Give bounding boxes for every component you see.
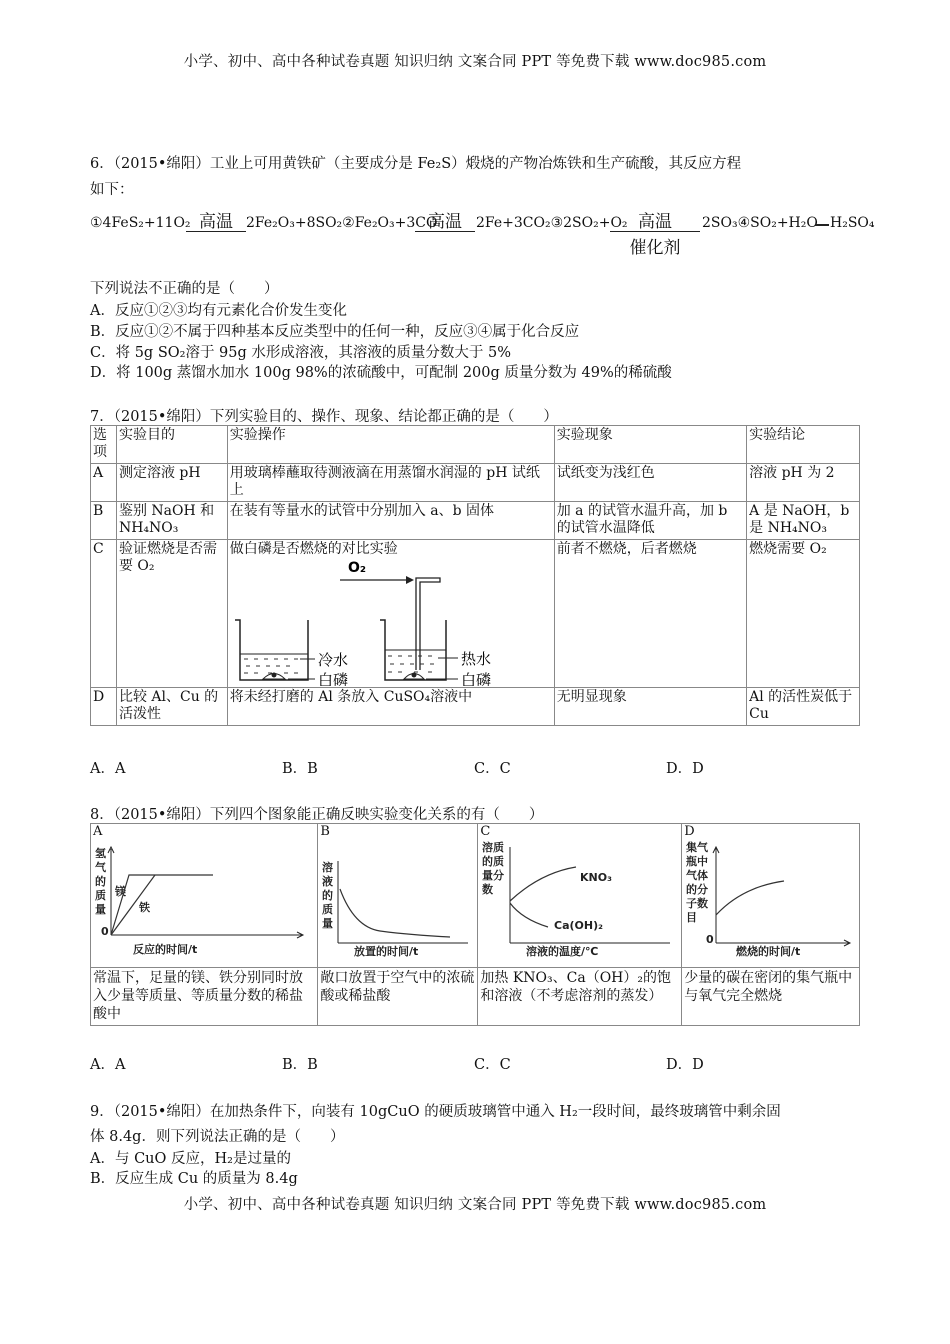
cell: 前者不燃烧，后者燃烧 [554,540,746,688]
y-label-char: 质 [95,889,106,902]
q7-answer-c: C．C [474,761,511,777]
desc-a: 常温下，足量的镁、铁分别同时放入少量等质量、等质量分数的稀盐酸中 [91,968,318,1026]
q7-answers [90,757,870,778]
cell: C [91,540,117,688]
cell-with-figure [227,540,554,688]
q6-stem-line2: 如下： [90,182,134,198]
chart-cell-a [91,824,318,968]
y-label-char: 液 [322,875,334,888]
origin-label: 0 [101,925,109,938]
chart-cell-c [478,824,682,968]
y-label-char: 量 [95,903,106,916]
q6-equations [90,205,875,275]
q7-answer-b: B．B [282,761,318,777]
y-label-line: 的质 [482,855,505,868]
eq-reactant-1: ①4FeS₂+11O₂ [90,215,191,231]
y-label-line: 溶质 [482,841,505,854]
q9-stem-line2: 体 8.4g．则下列说法正确的是（ ） [90,1129,345,1145]
table-row [91,502,860,540]
th-option: 选项 [91,426,117,464]
eq-condition-3: 高温 [638,212,672,232]
beaker-left [235,620,308,680]
chart-c [480,839,678,961]
table-row [91,688,860,726]
eq-product-2: 2Fe+3CO₂③2SO₂+O₂ [476,215,628,231]
eq-product-4: H₂SO₄ [830,215,875,231]
q7-table [90,425,860,726]
chart-d [684,839,856,961]
x-axis-label: 燃烧的时间/t [736,945,801,958]
white-phosphorus-right [411,673,416,678]
water-hatching-left [244,659,298,673]
page-header: 小学、初中、高中各种试卷真题 知识归纳 文案合同 PPT 等免费下载 www.doc985.com [183,54,767,70]
q6-question: 下列说法不正确的是（ ） [90,281,279,297]
eq-arrow-1 [186,231,246,232]
cell: 在装有等量水的试管中分别加入 a、b 固体 [227,502,554,540]
beaker-figure [230,558,530,686]
cell: 比较 Al、Cu 的活泼性 [116,688,227,726]
eq-equals-4 [815,224,829,226]
q6-option-b: B．反应①②不属于四种基本反应类型中的任何一种，反应③④属于化合反应 [90,324,580,340]
th-conclusion: 实验结论 [747,426,860,464]
th-operation: 实验操作 [227,426,554,464]
label-cold-water: 冷水 [317,651,348,669]
y-label-char: 量 [322,917,334,930]
cell: 测定溶液 pH [116,464,227,502]
table-header-row [91,426,860,464]
eq-arrow-2 [415,231,475,232]
letter-b: B [320,824,330,839]
y-label-char: 质 [322,903,334,916]
q7-stem: 7．（2015•绵阳）下列实验目的、操作、现象、结论都正确的是（ ） [90,409,558,425]
table-row [91,540,860,688]
q9-stem-line1: 9．（2015•绵阳）在加热条件下，向装有 10gCuO 的硬质玻璃管中通入 H₂一段时间，最终玻璃管中剩余固 [90,1104,781,1120]
x-axis-label: 溶液的温度/℃ [526,945,599,958]
q9-option-b: B．反应生成 Cu 的质量为 8.4g [90,1171,298,1187]
y-label-char: 气 [95,861,106,874]
series-label-kno3: KNO₃ [580,871,613,884]
cell: 溶液 pH 为 2 [747,464,860,502]
label-o2: O₂ [347,560,366,576]
letter-d: D [684,824,695,839]
cell: 无明显现象 [554,688,746,726]
q9-option-a: A．与 CuO 反应，H₂是过量的 [90,1151,291,1167]
y-label-char: 溶 [322,861,334,874]
th-phenomenon: 实验现象 [554,426,746,464]
letter-c: C [480,824,491,839]
page-footer: 小学、初中、高中各种试卷真题 知识归纳 文案合同 PPT 等免费下载 www.doc985.com [183,1197,767,1213]
cell: A [91,464,117,502]
x-axis-label: 放置的时间/t [354,945,419,958]
y-label-line: 量分 [482,869,505,882]
cell: Al 的活性炭低于 Cu [747,688,860,726]
white-phosphorus-left [271,673,276,678]
label-hot-water: 热水 [460,650,491,668]
q8-answers [90,1053,870,1074]
water-hatching-right [388,656,434,672]
y-label-line: 集气 [686,841,709,854]
label-white-phosphorus-right: 白磷 [460,671,491,686]
eq-condition-1: 高温 [199,212,233,232]
q6-option-d: D．将 100g 蒸馏水加水 100g 98%的浓硫酸中，可配制 200g 质量分数为 49%的稀硫酸 [90,365,672,381]
x-axis-label: 反应的时间/t [133,943,198,956]
chart-row [91,824,860,968]
q8-answer-d: D．D [666,1057,704,1073]
q7-answer-d: D．D [666,761,704,777]
cell: 试纸变为浅红色 [554,464,746,502]
desc-b: 敞口放置于空气中的浓硫酸或稀盐酸 [318,968,478,1026]
desc-row [91,968,860,1026]
q6-option-a: A．反应①②③均有元素化合价发生变化 [90,303,347,319]
eq-arrow-3 [610,231,700,232]
q8-answer-c: C．C [474,1057,511,1073]
origin-label: 0 [706,933,714,946]
y-label-char: 的 [95,875,106,888]
cell: 燃烧需要 O₂ [747,540,860,688]
q7-answer-a: A．A [90,761,126,777]
cell: B [91,502,117,540]
y-label-line: 数 [482,883,494,896]
curve-kno3 [510,867,576,901]
eq-condition-catalyst: 催化剂 [629,238,681,258]
cell: D [91,688,117,726]
cell: 将未经打磨的 Al 条放入 CuSO₄溶液中 [227,688,554,726]
eq-condition-2: 高温 [428,212,462,232]
cell: A 是 NaOH，b 是 NH₄NO₃ [747,502,860,540]
eq-product-1: 2Fe₂O₃+8SO₂②Fe₂O₃+3CO [246,215,438,231]
q8-answer-a: A．A [90,1057,126,1073]
curve-molecules [716,881,784,915]
chart-cell-d [682,824,860,968]
cell: 用玻璃棒蘸取待测液滴在用蒸馏水润湿的 pH 试纸上 [227,464,554,502]
desc-d: 少量的碳在密闭的集气瓶中与氧气完全燃烧 [682,968,860,1026]
eq-product-3: 2SO₃④SO₂+H₂O [702,215,818,231]
q6-option-c: C．将 5g SO₂溶于 95g 水形成溶液，其溶液的质量分数大于 5% [90,345,512,361]
q8-table [90,823,860,1026]
y-label-line: 气体 [686,869,709,882]
y-label-char: 氢 [95,847,106,860]
q6-stem-line1: 6．（2015•绵阳）工业上可用黄铁矿（主要成分是 Fe₂S）煅烧的产物冶炼铁和生产硫酸，其反应方程 [90,156,742,172]
y-label-line: 子数 [686,897,709,910]
y-label-char: 的 [322,889,334,902]
cell-text: 做白磷是否燃烧的对比实验 [229,541,398,557]
series-label-caoh2: Ca(OH)₂ [554,919,604,932]
curve-caoh2 [510,903,548,927]
q8-answer-b: B．B [282,1057,318,1073]
curve-mass [340,889,450,937]
letter-a: A [93,824,103,839]
cell: 加 a 的试管水温升高，加 b 的试管水温降低 [554,502,746,540]
table-row [91,464,860,502]
cell: 验证燃烧是否需要 O₂ [116,540,227,688]
chart-a [93,839,313,961]
y-label-line: 瓶中 [686,855,709,868]
series-label-fe: 铁 [139,901,150,914]
th-purpose: 实验目的 [116,426,227,464]
cell: 鉴别 NaOH 和 NH₄NO₃ [116,502,227,540]
label-white-phosphorus-left: 白磷 [317,671,348,686]
chart-cell-b [318,824,478,968]
curve-mg [111,875,213,935]
y-label-line: 目 [686,911,698,924]
y-label-line: 的分 [686,883,709,896]
series-label-mg: 镁 [115,885,126,898]
chart-b [320,839,475,961]
q8-stem: 8．（2015•绵阳）下列四个图象能正确反映实验变化关系的有（ ） [90,807,544,823]
arrow-head-icon [406,576,414,584]
desc-c: 加热 KNO₃、Ca（OH）₂的饱和溶液（不考虑溶剂的蒸发） [478,968,682,1026]
